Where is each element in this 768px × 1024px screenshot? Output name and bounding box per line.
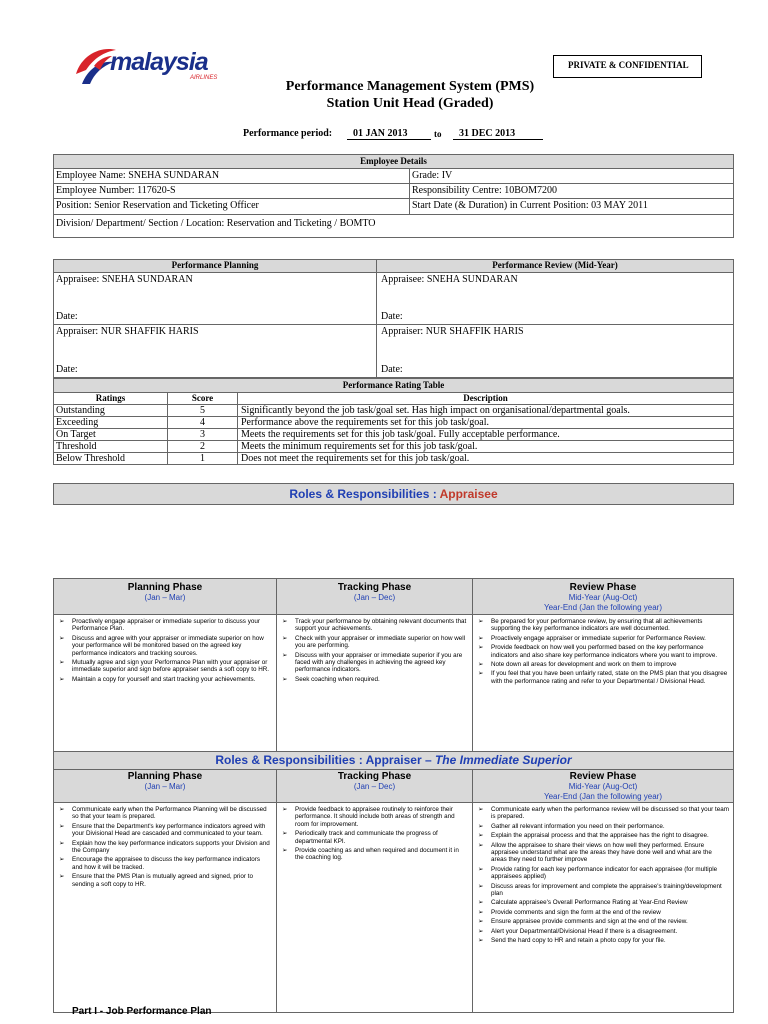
list-item: ➢ Ensure appraisee provide comments and sign at the end of the review. (477, 918, 729, 925)
page-subtitle: Station Unit Head (Graded) (326, 96, 494, 111)
employee-division: Division/ Department/ Section / Location: Reservation and Ticketing / BOMTO (54, 215, 734, 238)
table-row (54, 417, 734, 429)
list-item: ➢ Track your performance by obtaining relevant documents that support your achievements. (281, 618, 468, 633)
performance-period (243, 128, 563, 144)
appraiser-review-sub: Mid-Year (Aug-Oct) (568, 782, 638, 791)
rating-table (53, 378, 734, 465)
appraisee-banner (53, 483, 734, 505)
appraiser-review-list (477, 806, 729, 945)
appraiser-tracking-list-cell (277, 803, 473, 1013)
list-item: ➢ Explain the appraisal process and that the appraisee has the right to disagree. (477, 832, 729, 839)
appraisee-review-sub2: Year-End (Jan the following year) (544, 602, 662, 612)
review-appraiser-cell (377, 325, 734, 378)
employee-details-table (53, 154, 734, 238)
appraiser-review-title: Review Phase (569, 771, 637, 782)
appraiser-tracking-phase-header (277, 770, 473, 803)
ratings-col-header: Ratings (54, 393, 168, 405)
table-row (54, 453, 734, 465)
appraiser-planning-list-cell (54, 803, 277, 1013)
appraisee-planning-title: Planning Phase (127, 582, 203, 593)
appraisee-banner-prefix: Roles & Responsibilities : (289, 487, 440, 501)
list-item: ➢ Note down all areas for development and work on them to improve (477, 661, 729, 668)
list-item: ➢ Gather all relevant information you need on their performance. (477, 823, 729, 830)
list-item: ➢ Provide comments and sign the form at the end of the review (477, 909, 729, 916)
appraiser-review-list-cell (473, 803, 734, 1013)
rating-score: 2 (168, 441, 238, 453)
appraisee-tracking-title: Tracking Phase (337, 582, 412, 593)
appraisee-planning-sub: (Jan – Mar) (144, 593, 186, 602)
period-from: 01 JAN 2013 (347, 128, 431, 140)
rating-name: On Target (54, 429, 168, 441)
list-item: ➢ Alert your Departmental/Divisional Head if there is a disagreement. (477, 928, 729, 935)
logo-subtext: AIRLINES (190, 75, 218, 81)
appraisee-review-list (477, 618, 729, 685)
responsibility-centre: Responsibility Centre: 10BOM7200 (410, 184, 734, 199)
appraiser-review-phase-header (473, 770, 734, 803)
table-row (54, 429, 734, 441)
planning-appraisee-name: Appraisee: SNEHA SUNDARAN (56, 274, 193, 285)
rating-description: Meets the minimum requirements set for this job task/goal. (238, 441, 734, 453)
planning-appraiser-name: Appraiser: NUR SHAFFIK HARIS (56, 326, 199, 337)
appraisee-review-title: Review Phase (569, 582, 637, 593)
list-item: ➢ Proactively engage appraiser or immediate superior to discuss your Performance Plan. (58, 618, 272, 633)
appraiser-tracking-list (281, 806, 468, 862)
rating-description: Significantly beyond the job task/goal set. Has high impact on organisational/departmental goals. (238, 405, 734, 417)
employee-start-date: Start Date (& Duration) in Current Position: 03 MAY 2011 (410, 199, 734, 215)
list-item: ➢ Periodically track and communicate the progress of departmental KPI. (281, 830, 468, 845)
list-item: ➢ Provide feedback on how well you performed based on the key performance indicators and also share key performance indicators where you want to improve. (477, 644, 729, 659)
rating-description: Performance above the requirements set for this job task/goal. (238, 417, 734, 429)
appraisee-tracking-phase-header (277, 579, 473, 615)
list-item: ➢ Provide rating for each key performance indicator for each appraisee (for multiple appraisees applied) (477, 866, 729, 881)
period-label: Performance period: (243, 128, 333, 139)
list-item: ➢ Provide coaching as and when required and document it in the coaching log. (281, 847, 468, 862)
appraisee-tracking-sub: (Jan – Dec) (353, 593, 396, 602)
appraiser-planning-title: Planning Phase (127, 771, 203, 782)
rating-score: 1 (168, 453, 238, 465)
rating-score: 5 (168, 405, 238, 417)
table-row (54, 405, 734, 417)
page-title: Performance Management System (PMS) (285, 79, 535, 94)
appraiser-banner-prefix: Roles & Responsibilities : (215, 753, 366, 767)
list-item: ➢ Communicate early when the performance review will be discussed so that your team is prepared. (477, 806, 729, 821)
performance-planning-header: Performance Planning (54, 260, 377, 273)
list-item: ➢ Allow the appraisee to share their views on how well they performed. Ensure appraisee understand what are the areas they have done well and what are the areas they need to further improve (477, 842, 729, 864)
review-appraisee-date: Date: (381, 311, 403, 322)
list-item: ➢ Encourage the appraisee to discuss the key performance indicators and how it will be tracked. (58, 856, 272, 871)
appraisee-banner-role: Appraisee (439, 487, 498, 501)
list-item: ➢ Discuss with your appraiser or immediate superior if you are faced with any challenges in achieving the agreed key performance indicators. (281, 652, 468, 674)
confidential-label (553, 55, 702, 78)
employee-details-header: Employee Details (54, 155, 734, 169)
employee-number: Employee Number: 117620-S (54, 184, 410, 199)
appraiser-planning-phase-header (54, 770, 277, 803)
appraiser-tracking-sub: (Jan – Dec) (353, 782, 396, 791)
list-item: ➢ Provide feedback to appraisee routinely to reinforce their performance. It should include both areas of strength and room for improvement. (281, 806, 468, 828)
rating-name: Threshold (54, 441, 168, 453)
period-to-word: to (434, 129, 442, 139)
appraiser-banner (54, 752, 734, 770)
list-item: ➢ Calculate appraisee's Overall Performance Rating at Year-End Review (477, 899, 729, 906)
list-item: ➢ If you feel that you have been unfairly rated, state on the PMS plan that you disagree with the performance rating and refer to your Departmental / Divisional Head. (477, 670, 729, 685)
list-item: ➢ Discuss and agree with your appraiser or immediate superior on how your performance will be monitored based on the agreed key performance indicators and tracking sources. (58, 635, 272, 657)
table-row (54, 441, 734, 453)
appraiser-phases-table (53, 751, 734, 1013)
appraisee-tracking-list (281, 618, 468, 683)
logo-wordmark: malaysia (110, 48, 208, 76)
employee-name: Employee Name: SNEHA SUNDARAN (54, 169, 410, 184)
appraisee-tracking-list-cell (277, 615, 473, 752)
planning-appraiser-cell (54, 325, 377, 378)
employee-position: Position: Senior Reservation and Ticketing Officer (54, 199, 410, 215)
list-item: ➢ Explain how the key performance indicators supports your Division and the Company (58, 840, 272, 855)
appraisee-planning-phase-header (54, 579, 277, 615)
rating-name: Exceeding (54, 417, 168, 429)
rating-description: Does not meet the requirements set for this job task/goal. (238, 453, 734, 465)
appraisee-planning-list-cell (54, 615, 277, 752)
appraiser-planning-sub: (Jan – Mar) (144, 782, 186, 791)
appraisee-phases-table (53, 578, 734, 752)
list-item: ➢ Proactively engage appraiser or immediate superior for Performance Review. (477, 635, 729, 642)
rating-description: Meets the requirements set for this job task/goal. Fully acceptable performance. (238, 429, 734, 441)
list-item: ➢ Be prepared for your performance review, by ensuring that all achievements supporting the key performance indicators are well documented. (477, 618, 729, 633)
appraiser-planning-list (58, 806, 272, 888)
score-col-header: Score (168, 393, 238, 405)
list-item: ➢ Seek coaching when required. (281, 676, 468, 683)
appraiser-banner-role: Appraiser – (365, 753, 435, 767)
appraiser-review-sub2: Year-End (Jan the following year) (544, 791, 662, 801)
list-item: ➢ Discuss areas for improvement and complete the appraisee's training/development plan (477, 883, 729, 898)
rating-score: 3 (168, 429, 238, 441)
list-item: ➢ Maintain a copy for yourself and start tracking your achievements. (58, 676, 272, 683)
planning-appraisee-date: Date: (56, 311, 78, 322)
performance-review-header: Performance Review (Mid-Year) (377, 260, 734, 273)
appraisee-review-sub: Mid-Year (Aug-Oct) (568, 593, 638, 602)
planning-appraisee-cell (54, 273, 377, 325)
employee-grade: Grade: IV (410, 169, 734, 184)
description-col-header: Description (238, 393, 734, 405)
review-appraiser-date: Date: (381, 364, 403, 375)
rating-table-header: Performance Rating Table (54, 379, 734, 393)
planning-appraiser-date: Date: (56, 364, 78, 375)
list-item: ➢ Send the hard copy to HR and retain a photo copy for your file. (477, 937, 729, 944)
rating-score: 4 (168, 417, 238, 429)
review-appraisee-name: Appraisee: SNEHA SUNDARAN (381, 274, 518, 285)
list-item: ➢ Communicate early when the Performance Planning will be discussed so that your team is prepared. (58, 806, 272, 821)
rating-name: Outstanding (54, 405, 168, 417)
appraisee-review-phase-header (473, 579, 734, 615)
review-appraisee-cell (377, 273, 734, 325)
appraiser-banner-role-italic: The Immediate Superior (434, 753, 572, 767)
planning-review-table (53, 259, 734, 378)
list-item: ➢ Ensure that the PMS Plan is mutually agreed and signed, prior to sending a soft copy to HR. (58, 873, 272, 888)
section-footer-title: Part I - Job Performance Plan (72, 1006, 212, 1017)
rating-name: Below Threshold (54, 453, 168, 465)
appraisee-planning-list (58, 618, 272, 683)
confidential-text: PRIVATE & CONFIDENTIAL (568, 60, 689, 70)
list-item: ➢ Ensure that the Department's key performance indicators agreed with your Divisional Head are cascaded and communicated to your team. (58, 823, 272, 838)
list-item: ➢ Check with your appraiser or immediate superior on how well you are performing. (281, 635, 468, 650)
review-appraiser-name: Appraiser: NUR SHAFFIK HARIS (381, 326, 524, 337)
appraiser-tracking-title: Tracking Phase (337, 771, 412, 782)
period-to: 31 DEC 2013 (453, 128, 543, 140)
appraisee-review-list-cell (473, 615, 734, 752)
list-item: ➢ Mutually agree and sign your Performance Plan with your appraiser or immediate superior and sign before appraiser sends a soft copy to HR. (58, 659, 272, 674)
